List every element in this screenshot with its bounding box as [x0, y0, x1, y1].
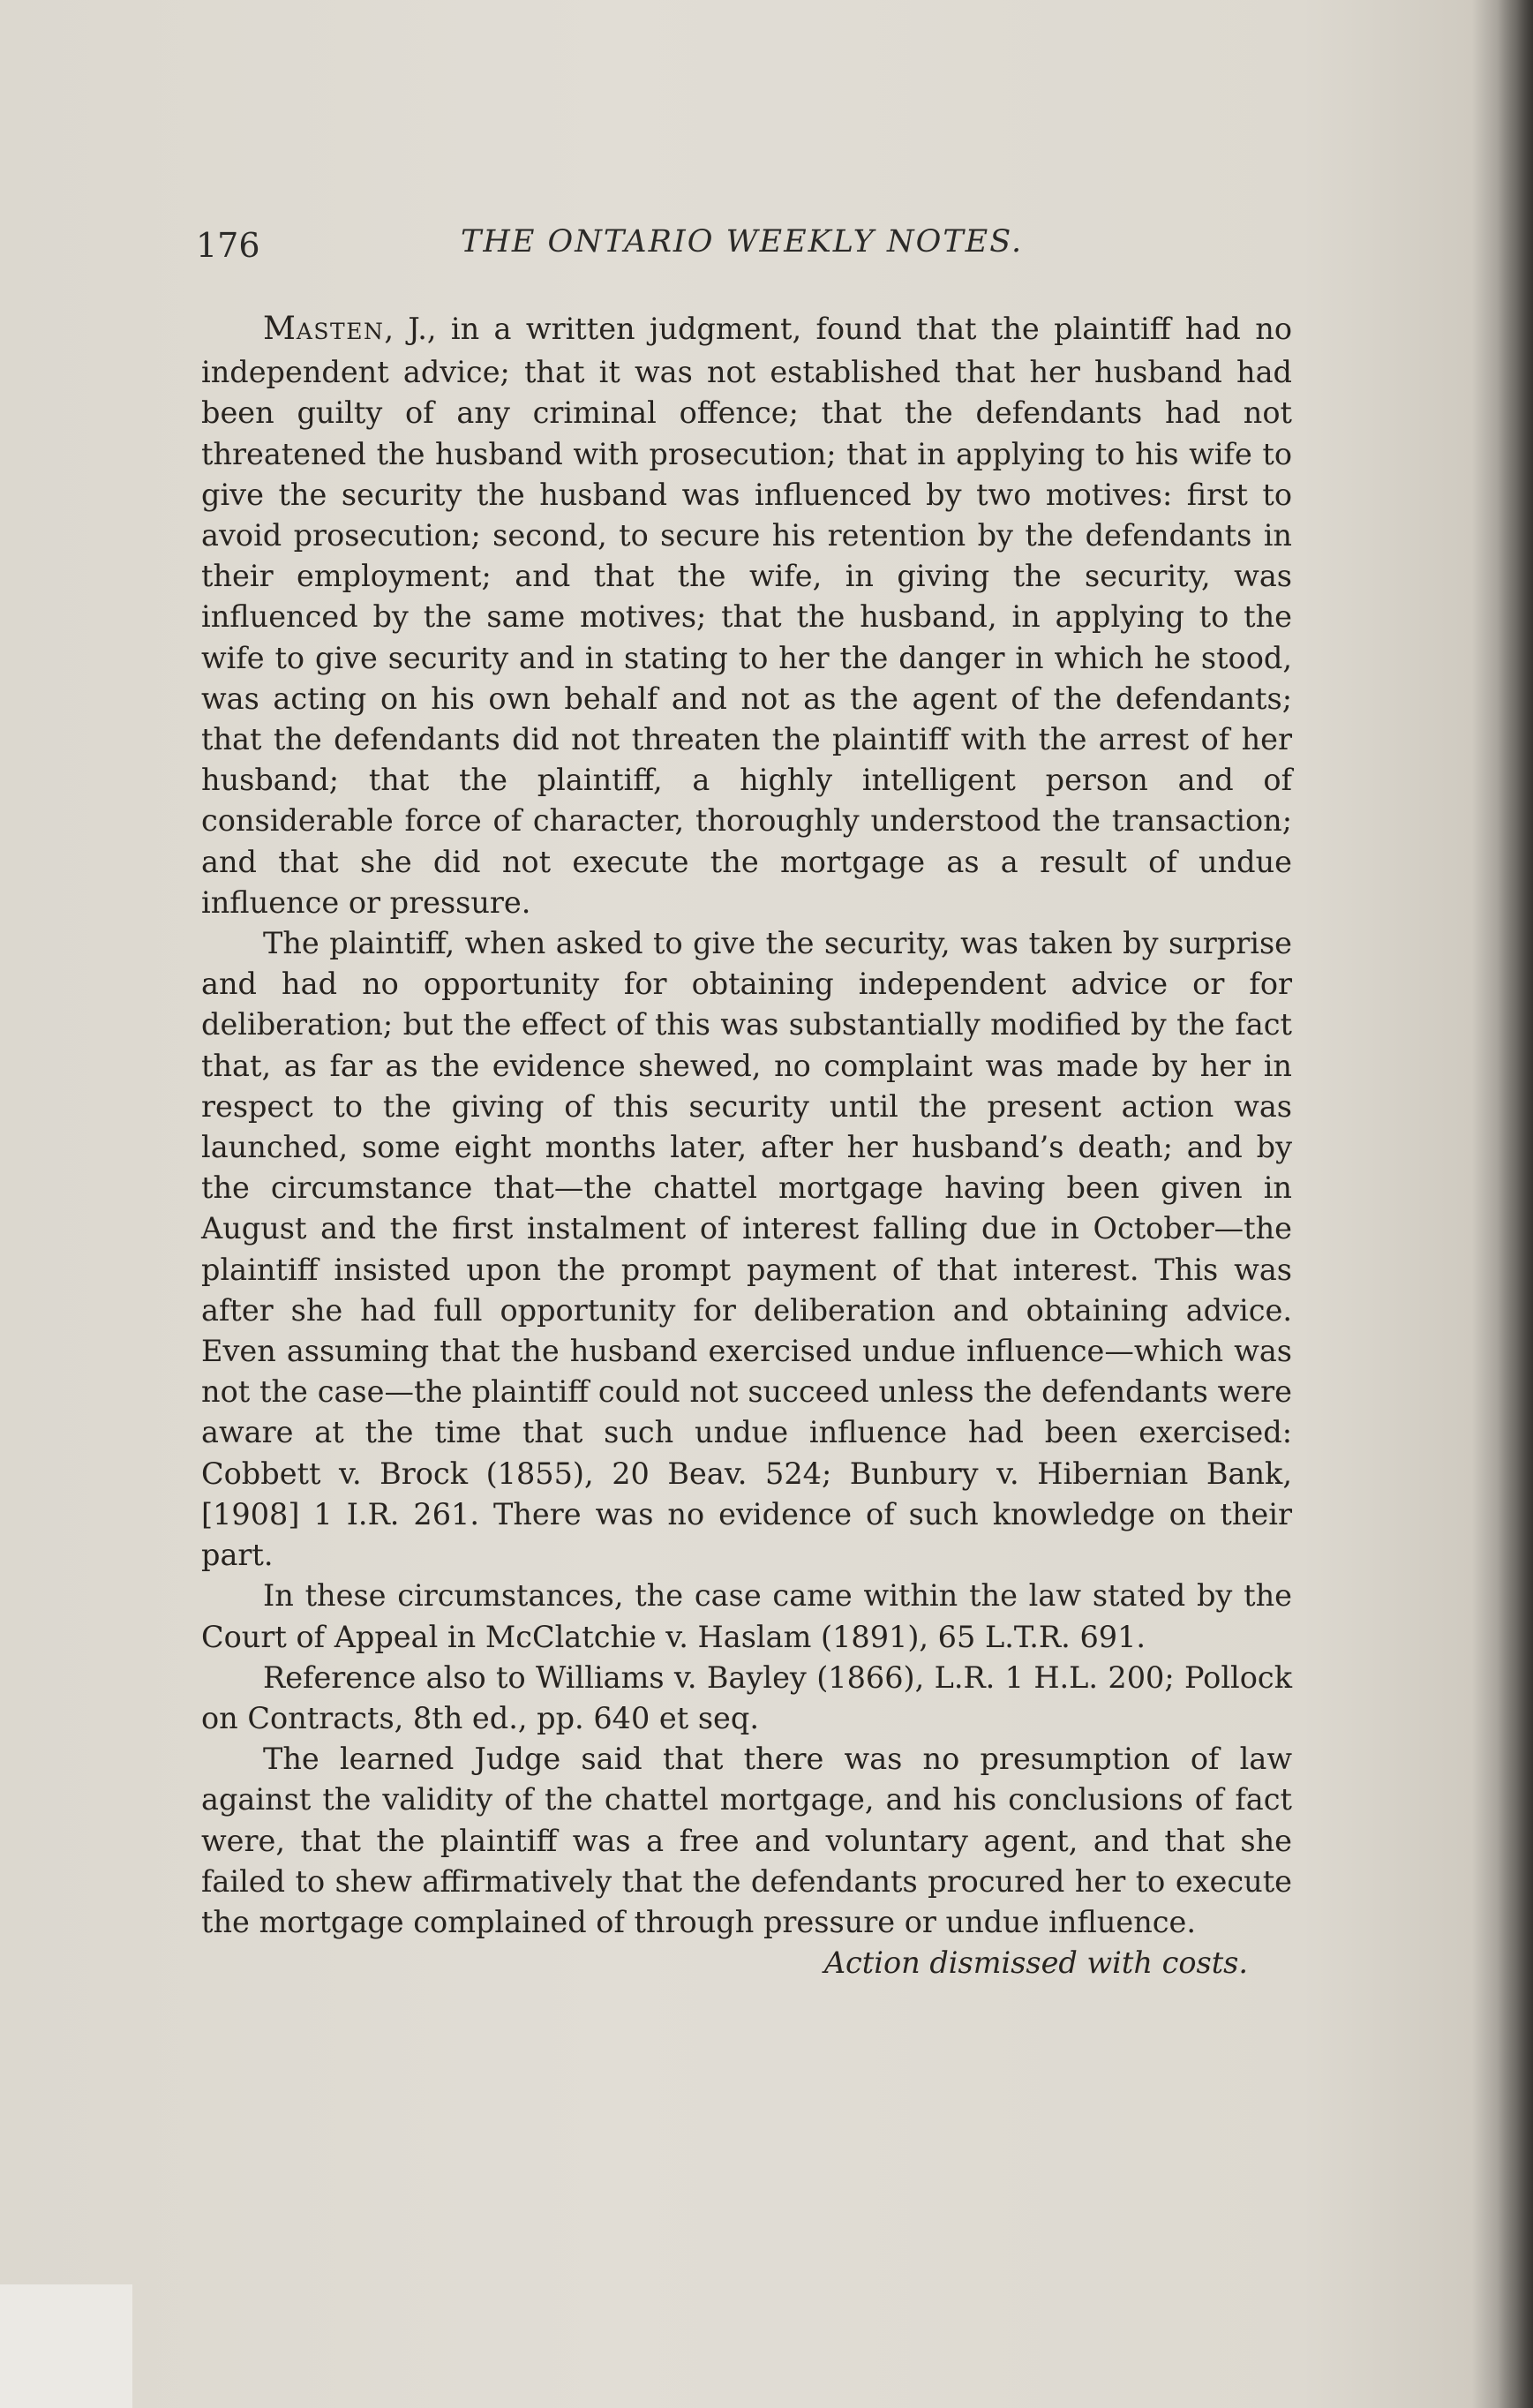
page-number: 176	[196, 226, 260, 265]
findings-text: , J., in a written judgment, found that the plaintiff had no independent advice; that it was not established that her husband had been guilty of any criminal offence; that the defendants had not threatened the husband with prosecution; that in applying to his wife to give the security the husband was influenced by two motives: first to avoid prosecution; second, to secure his retention by the defendants in their employment; and that the wife, in giving the security, was influenced by the same motives; that the husband, in applying to the wife to give security and in stating to her the danger in which he stood, was acting on his own behalf and not as the agent of the defendants; that the defendants did not threaten the plaintiff with the arrest of her husband; that the plaintiff, a highly intelligent person and of considerable force of character, thoroughly understood the transaction; and that she did not execute the mortgage as a result of undue influence or pressure.	[201, 312, 1292, 920]
judge-name-rest: ASTEN	[296, 319, 385, 344]
disposition: Action dismissed with costs.	[823, 1945, 1248, 1981]
paragraph-surprise: The plaintiff, when asked to give the security, was taken by surprise and had no opportunity for obtaining independent advice or for deliberation; but the effect of this was substantially modified by the fact that, as far as the evidence shewed, no complaint was made by her in respect to the giving of this security until the present action was launched, some eight months later, after her husband’s death; and by the circumstance that—the chattel mortgage having been given in August and the first instalment of interest falling due in October—the plaintiff insisted upon the prompt payment of that interest. This was after she had full opportunity for deliberation and obtaining advice. Even assuming that the husband exercised undue influence—which was not the case—the plaintiff could not succeed unless the defendants were aware at the time that such undue influence had been exercised: Cobbett v. Brock (1855), 20 Beav. 524; Bunbury v. Hibernian Bank, [1908] 1 I.R. 261. There was no evidence of such knowledge on their part.	[201, 926, 1292, 1573]
paragraph-findings	[201, 309, 1292, 923]
journal-title: THE ONTARIO WEEKLY NOTES.	[461, 224, 1024, 260]
paragraph-conclusion: The learned Judge said that there was no presumption of law against the validity of the chattel mortgage, and his conclusions of fact were, that the plaintiff was a free and voluntary agent, and that she failed to shew affirmatively that the defendants procured her to execute the mortgage complained of through pressure or undue influence.	[201, 1742, 1292, 1939]
running-head	[196, 221, 1290, 274]
judge-initial: M	[263, 311, 297, 347]
page-corner-patch	[0, 2284, 132, 2408]
judgment-body	[201, 309, 1292, 1983]
page-gutter-shadow	[1498, 0, 1533, 2408]
paragraph-circumstances: In these circumstances, the case came within the law stated by the Court of Appeal in McClatchie v. Haslam (1891), 65 L.T.R. 691.	[201, 1578, 1292, 1654]
paragraph-reference: Reference also to Williams v. Bayley (1866), L.R. 1 H.L. 200; Pollock on Contracts, 8th ed., pp. 640 et seq.	[201, 1659, 1292, 1735]
